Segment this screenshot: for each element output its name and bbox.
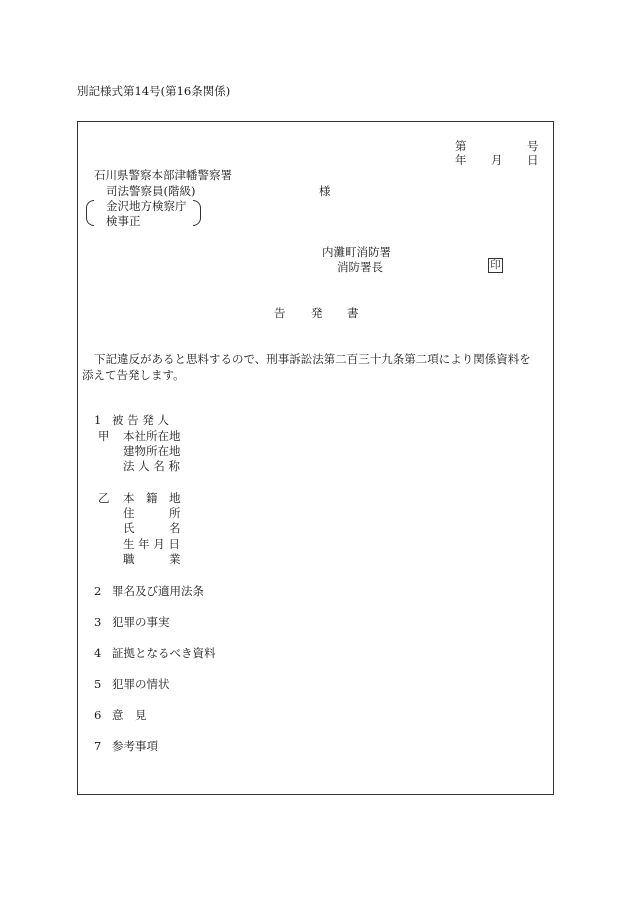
doc-number-prefix: 第 [455, 139, 467, 153]
date-year: 年 [455, 153, 467, 167]
date-month: 月 [491, 153, 503, 167]
item-4-number: 4 [94, 646, 102, 660]
addressee-police: 石川県警察本部津幡警察署 [94, 168, 232, 182]
item-1-label: 被 告 発 人 [112, 413, 169, 427]
otsu-marker: 乙 [98, 491, 110, 505]
item-1-number: 1 [94, 413, 102, 427]
sender-title: 消防署長 [337, 260, 383, 274]
item-4-label: 証拠となるべき資料 [112, 646, 216, 660]
heading-char-2: 発 [311, 306, 323, 320]
form-title: 別記様式第14号(第16条関係) [77, 84, 231, 98]
ko-field-3: 法 人 名 称 [123, 459, 180, 473]
addressee-officer: 司法警察員(階級) [106, 184, 196, 198]
ko-field-2: 建物所在地 [123, 444, 181, 458]
addressee-honorific: 様 [319, 184, 331, 198]
item-7-label: 参考事項 [112, 739, 158, 753]
date-day: 日 [527, 153, 539, 167]
heading-char-1: 告 [274, 306, 286, 320]
item-3-number: 3 [94, 615, 102, 629]
ko-marker: 甲 [98, 429, 110, 443]
otsu-field-3: 氏 名 [123, 521, 181, 535]
otsu-field-1: 本 籍 地 [123, 491, 181, 505]
item-6-number: 6 [94, 708, 102, 722]
item-7-number: 7 [94, 739, 102, 753]
addressee-prosecutor-office: 金沢地方検察庁 [106, 199, 187, 213]
addressee-prosecutor-title: 検事正 [106, 214, 141, 228]
otsu-field-4: 生 年 月 日 [123, 537, 180, 551]
body-line-1: 下記違反があると思料するので、刑事訴訟法第二百三十九条第二項により関係資料を [94, 352, 531, 366]
item-5-number: 5 [94, 677, 102, 691]
body-line-2: 添えて告発します。 [82, 368, 185, 382]
item-2-number: 2 [94, 584, 102, 598]
item-2-label: 罪名及び適用法条 [112, 584, 204, 598]
otsu-field-2: 住 所 [123, 506, 181, 520]
right-bracket [193, 200, 201, 226]
otsu-field-5: 職 業 [123, 552, 181, 566]
ko-field-1: 本社所在地 [123, 429, 181, 443]
doc-number-suffix: 号 [527, 139, 539, 153]
item-5-label: 犯罪の情状 [112, 677, 170, 691]
seal-icon: 印 [488, 258, 503, 273]
heading-char-3: 書 [347, 306, 359, 320]
sender-office: 内灘町消防署 [322, 245, 391, 259]
left-bracket [86, 200, 94, 226]
item-6-label: 意 見 [112, 708, 147, 722]
item-3-label: 犯罪の事実 [112, 615, 170, 629]
document-frame [77, 121, 554, 795]
